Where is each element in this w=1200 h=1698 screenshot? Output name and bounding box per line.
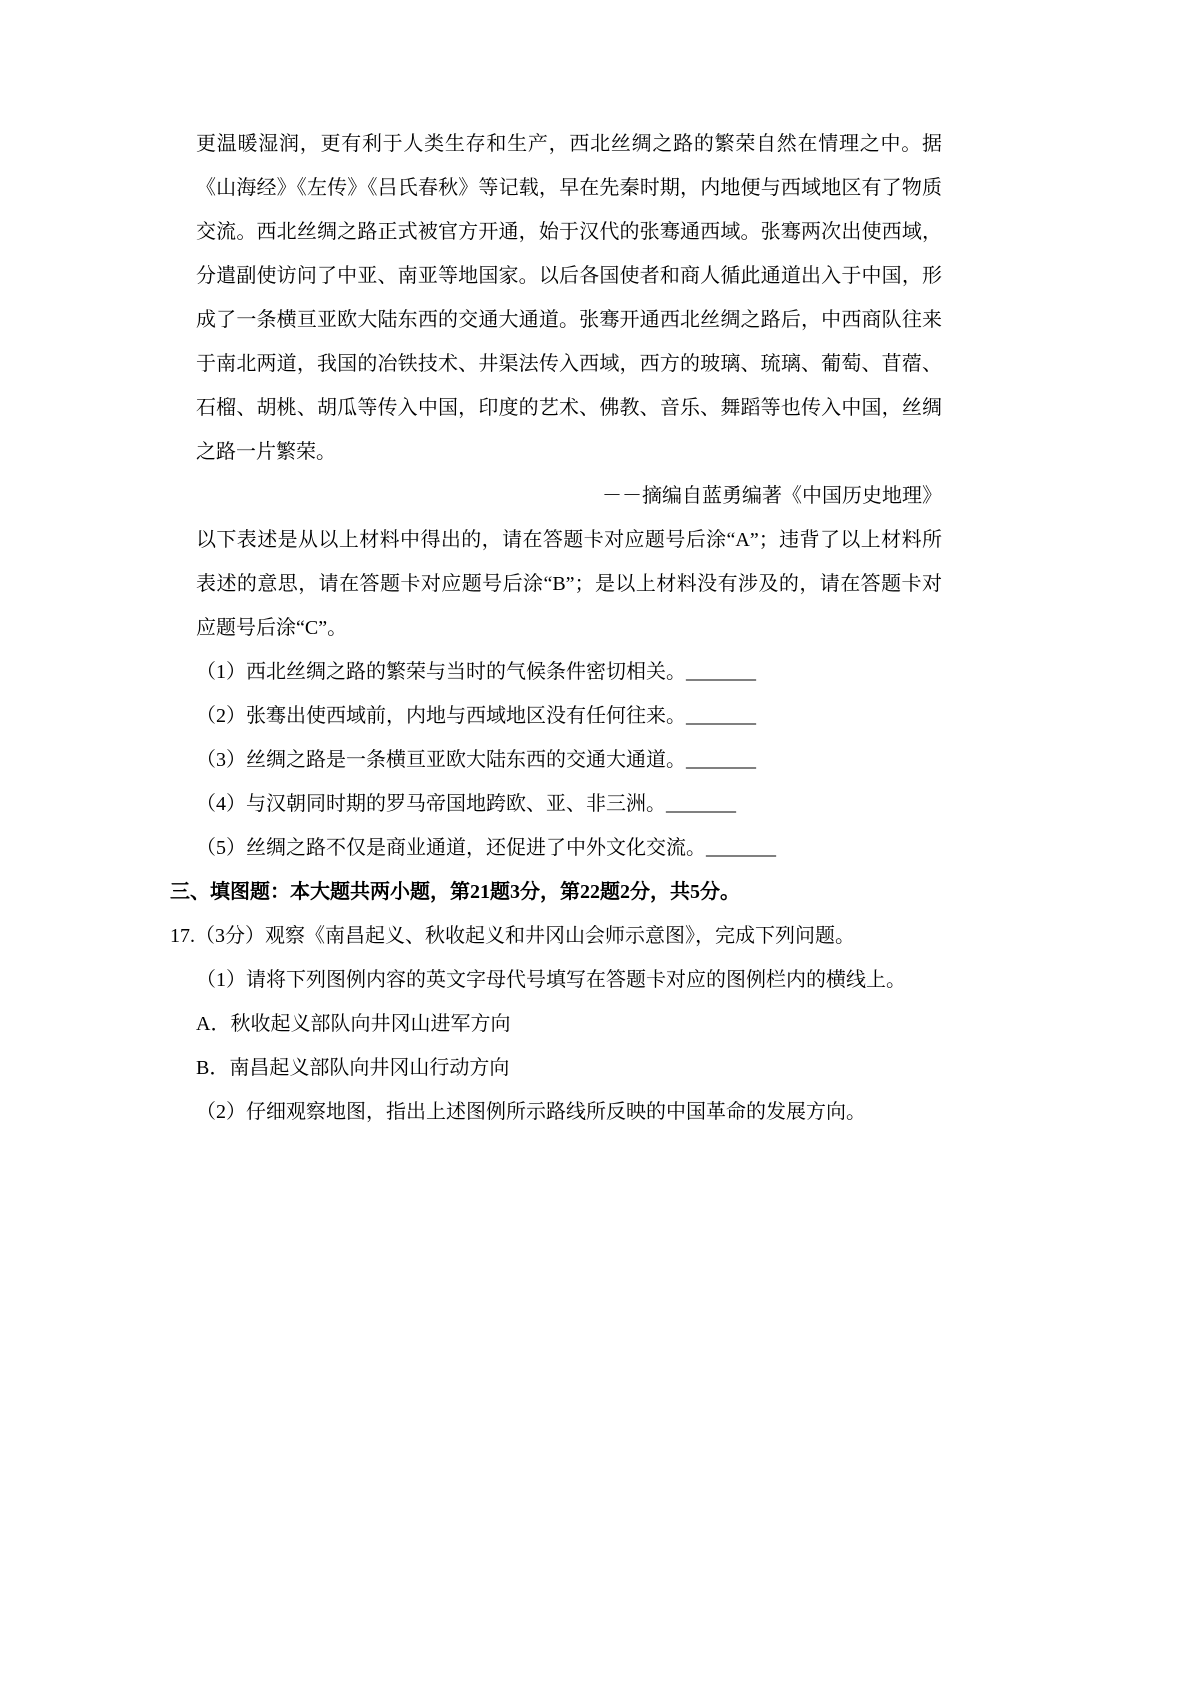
question-17-option-b: B．南昌起义部队向井冈山行动方向 (196, 1057, 510, 1079)
judgement-item-4-text: （4）与汉朝同时期的罗马帝国地跨欧、亚、非三洲。 (196, 793, 666, 815)
question-17-option-a: A．秋收起义部队向井冈山进军方向 (196, 1013, 511, 1035)
judgement-item-3 (170, 738, 942, 782)
answer-blank-4: _______ (666, 793, 736, 815)
answer-blank-5: _______ (706, 837, 776, 859)
exam-page (170, 122, 942, 1134)
judgement-item-2-text: （2）张骞出使西域前，内地与西域地区没有任何往来。 (196, 705, 686, 727)
section-heading: 三、填图题：本大题共两小题，第21题3分，第22题2分，共5分。 (170, 881, 740, 903)
judgement-item-1-text: （1）西北丝绸之路的繁荣与当时的气候条件密切相关。 (196, 661, 686, 683)
judgement-item-5 (170, 826, 942, 870)
judgement-item-5-text: （5）丝绸之路不仅是商业通道，还促进了中外文化交流。 (196, 837, 706, 859)
answer-blank-1: _______ (686, 661, 756, 683)
question-17-sub2: （2）仔细观察地图，指出上述图例所示路线所反映的中国革命的发展方向。 (196, 1101, 866, 1123)
judgement-item-1 (170, 650, 942, 694)
answer-blank-2: _______ (686, 705, 756, 727)
question-17-stem: 17.（3分）观察《南昌起义、秋收起义和井冈山会师示意图》，完成下列问题。 (170, 925, 855, 947)
answer-blank-3: _______ (686, 749, 756, 771)
judgement-instructions: 以下表述是从以上材料中得出的，请在答题卡对应题号后涂“A”；违背了以上材料所表述的意思，请在答题卡对应题号后涂“B”；是以上材料没有涉及的，请在答题卡对应题号后涂“C”。 (196, 529, 942, 639)
judgement-item-list (170, 650, 942, 870)
judgement-item-3-text: （3）丝绸之路是一条横亘亚欧大陆东西的交通大通道。 (196, 749, 686, 771)
reading-passage: 更温暖湿润，更有利于人类生存和生产，西北丝绸之路的繁荣自然在情理之中。据《山海经》《左传》《吕氏春秋》等记载，早在先秦时期，内地便与西域地区有了物质交流。西北丝绸之路正式被官方开通，始于汉代的张骞通西域。张骞两次出使西域，分遣副使访问了中亚、南亚等地国家。以后各国使者和商人循此通道出入于中国，形成了一条横亘亚欧大陆东西的交通大通道。张骞开通西北丝绸之路后，中西商队往来于南北两道，我国的冶铁技术、井渠法传入西域，西方的玻璃、琉璃、葡萄、苜蓿、石榴、胡桃、胡瓜等传入中国，印度的艺术、佛教、音乐、舞蹈等也传入中国，丝绸之路一片繁荣。 (196, 133, 942, 463)
judgement-item-2 (170, 694, 942, 738)
passage-attribution: －－摘编自蓝勇编著《中国历史地理》 (602, 485, 942, 507)
question-17-sub1: （1）请将下列图例内容的英文字母代号填写在答题卡对应的图例栏内的横线上。 (196, 969, 906, 991)
judgement-item-4 (170, 782, 942, 826)
